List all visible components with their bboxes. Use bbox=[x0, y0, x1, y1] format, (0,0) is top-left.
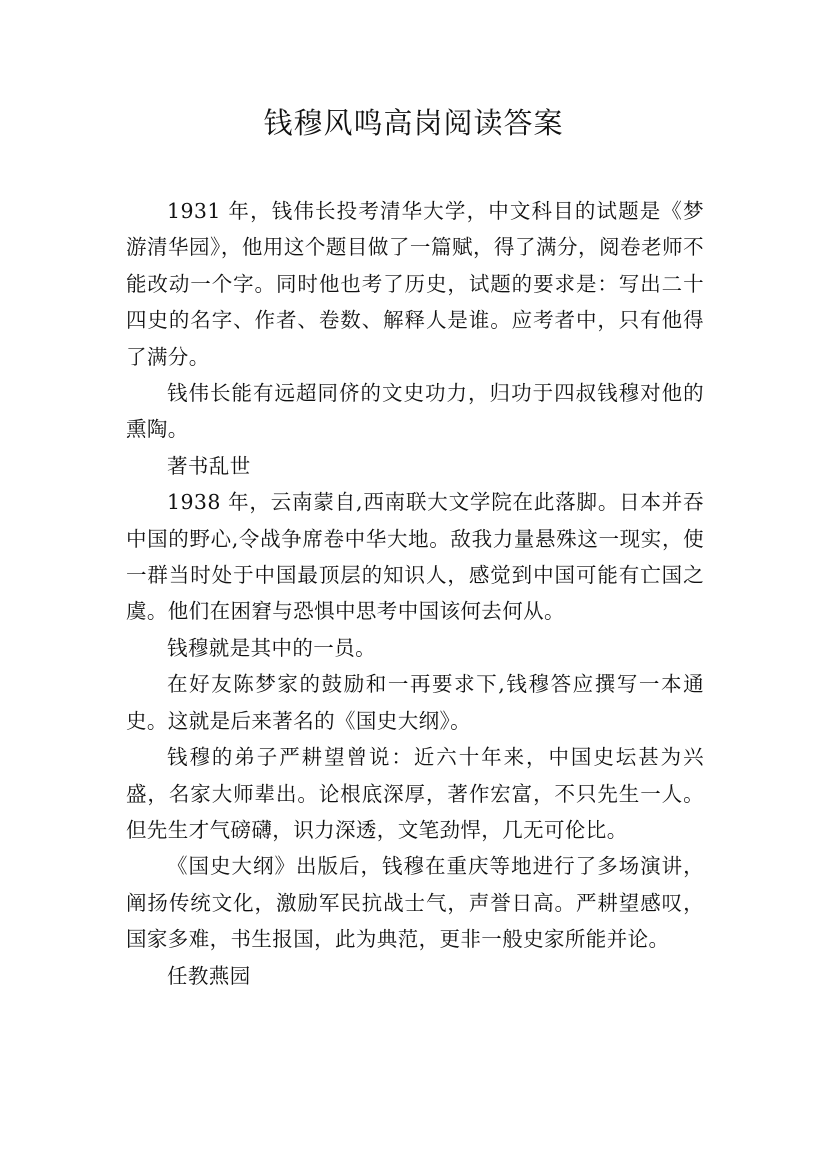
section-heading-zhushu-luanshi: 著书乱世 bbox=[167, 453, 251, 478]
paragraph-3: 1938 年，云南蒙自,西南联大文学院在此落脚。日本并吞中国的野心,令战争席卷中华大地。敌我力量悬殊这一现实，使一群当时处于中国最顶层的知识人，感觉到中国可能有亡国之虞。他们在困窘与恐惧中思考中国该何去何从。 bbox=[126, 490, 704, 624]
paragraph-6: 钱穆的弟子严耕望曾说：近六十年来，中国史坛甚为兴盛，名家大师辈出。论根底深厚，著作宏富，不只先生一人。但先生才气磅礴，识力深透，文笔劲悍，几无可伦比。 bbox=[126, 745, 704, 842]
paragraph-7: 《国史大纲》出版后，钱穆在重庆等地进行了多场演讲，阐扬传统文化，激励军民抗战士气，声誉日高。严耕望感叹，国家多难，书生报国，此为典范，更非一般史家所能并论。 bbox=[126, 854, 704, 952]
document-body bbox=[126, 193, 704, 994]
paragraph-1: 1931 年，钱伟长投考清华大学，中文科目的试题是《梦游清华园》，他用这个题目做了一篇赋，得了满分，阅卷老师不能改动一个字。同时他也考了历史，试题的要求是：写出二十四史的名字、作者、卷数、解释人是谁。应考者中，只有他得了满分。 bbox=[126, 199, 704, 369]
paragraph-2: 钱伟长能有远超同侪的文史功力，归功于四叔钱穆对他的熏陶。 bbox=[126, 381, 704, 442]
document-title: 钱穆风鸣高岗阅读答案 bbox=[263, 106, 564, 140]
paragraph-5: 在好友陈梦家的鼓励和一再要求下,钱穆答应撰写一本通史。这就是后来著名的《国史大纲》。 bbox=[126, 672, 704, 733]
section-heading-renjiao-yanyuan: 任教燕园 bbox=[167, 963, 251, 988]
paragraph-4: 钱穆就是其中的一员。 bbox=[167, 635, 376, 660]
